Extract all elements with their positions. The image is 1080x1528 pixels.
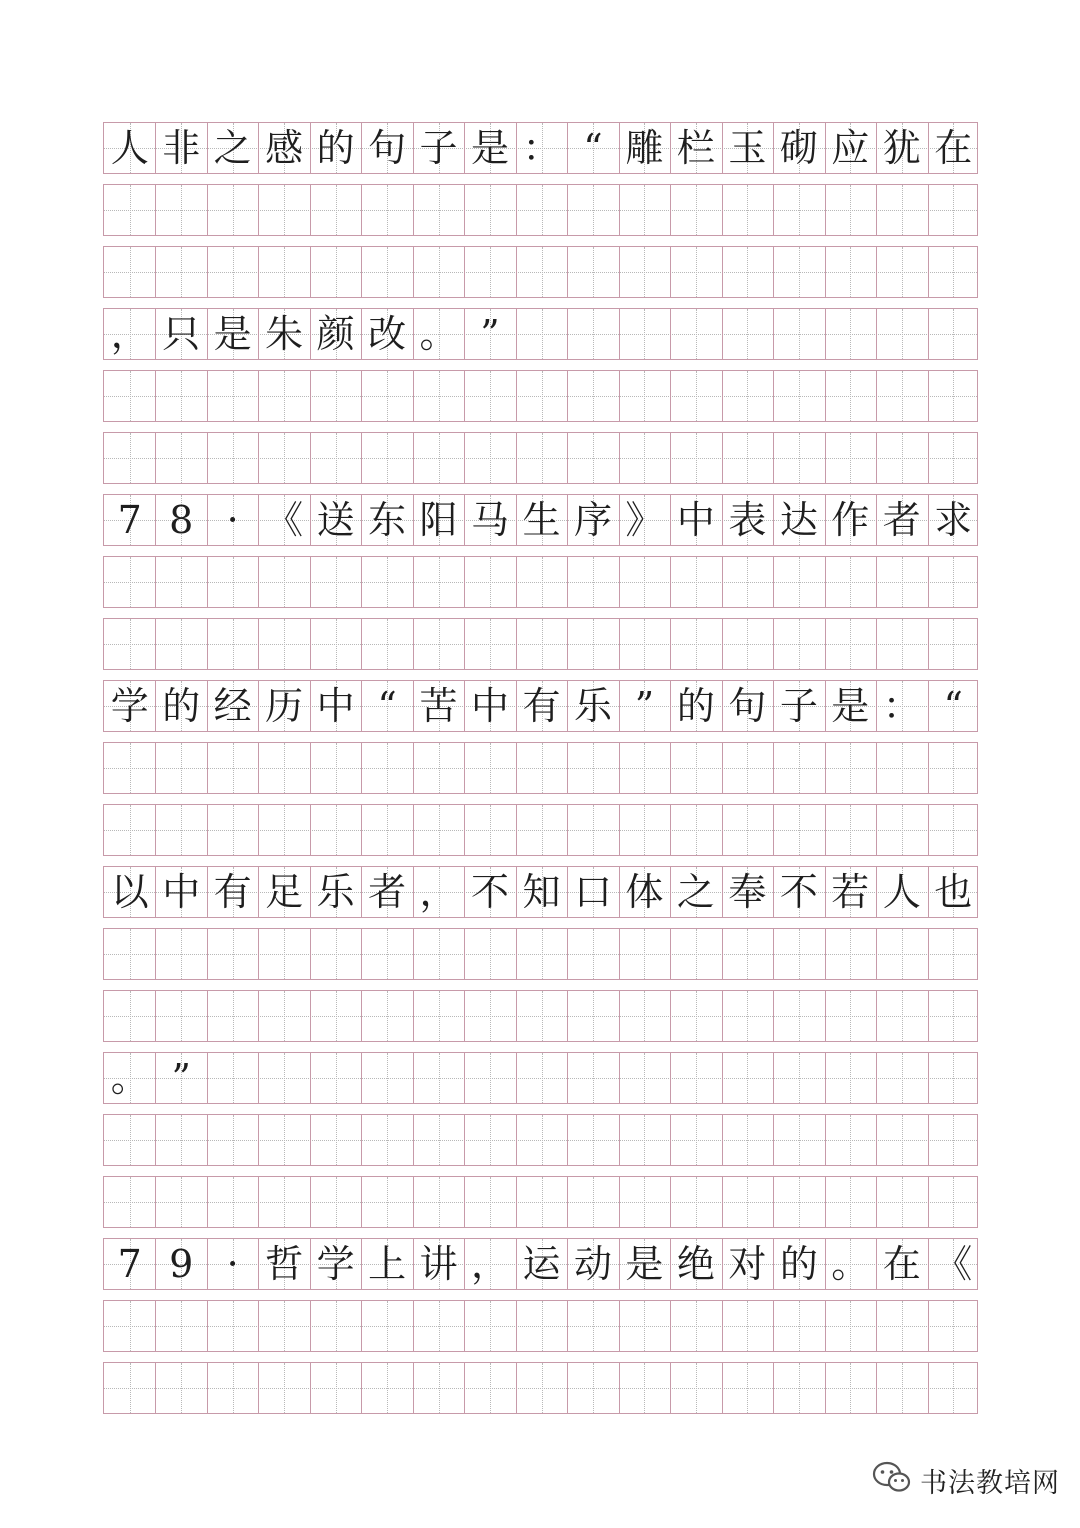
grid-character: 序 <box>573 498 612 542</box>
grid-character: 学 <box>110 684 149 728</box>
writing-row <box>103 308 978 360</box>
grid-character: 足 <box>265 870 304 914</box>
grid-character: “ <box>377 684 397 728</box>
blank-practice-row <box>103 928 978 980</box>
grid-character: 玉 <box>728 126 767 170</box>
grid-character: 是 <box>471 126 510 170</box>
grid-character: ， <box>110 312 149 356</box>
grid-character: 的 <box>316 126 355 170</box>
grid-character: 苦 <box>419 684 458 728</box>
blank-practice-row <box>103 1176 978 1228</box>
grid-character: ， <box>471 1242 510 1286</box>
grid-character: 生 <box>522 498 561 542</box>
grid-character: 作 <box>831 498 870 542</box>
grid-character: 表 <box>728 498 767 542</box>
grid-character: 9 <box>169 1242 194 1286</box>
writing-row <box>103 494 978 546</box>
grid-character: 运 <box>522 1242 561 1286</box>
grid-character: 。 <box>831 1242 870 1286</box>
grid-character: 7 <box>117 1242 142 1286</box>
grid-character: 在 <box>882 1242 921 1286</box>
grid-character: 《 <box>265 498 304 542</box>
blank-practice-row <box>103 556 978 608</box>
blank-practice-row <box>103 742 978 794</box>
grid-character: 东 <box>368 498 407 542</box>
grid-character: 中 <box>316 684 355 728</box>
grid-character: 讲 <box>419 1242 458 1286</box>
grid-character: 历 <box>265 684 304 728</box>
grid-character: 是 <box>625 1242 664 1286</box>
grid-character: ” <box>480 312 500 356</box>
grid-character: 中 <box>471 684 510 728</box>
grid-character: 是 <box>213 312 252 356</box>
grid-character: 乐 <box>316 870 355 914</box>
grid-character: ， <box>419 870 458 914</box>
grid-character: · <box>226 1242 239 1286</box>
grid-character: 中 <box>676 498 715 542</box>
grid-character: 栏 <box>676 126 715 170</box>
grid-character: 不 <box>471 870 510 914</box>
writing-row <box>103 680 978 732</box>
grid-character: 8 <box>169 498 194 542</box>
grid-character: 经 <box>213 684 252 728</box>
grid-character: 阳 <box>419 498 458 542</box>
grid-character: 知 <box>522 870 561 914</box>
blank-practice-row <box>103 1362 978 1414</box>
blank-practice-row <box>103 370 978 422</box>
writing-row <box>103 122 978 174</box>
grid-character: 求 <box>934 498 973 542</box>
blank-practice-row <box>103 1114 978 1166</box>
grid-character: 子 <box>779 684 818 728</box>
grid-character: 人 <box>882 870 921 914</box>
grid-character: 者 <box>882 498 921 542</box>
grid-character: 改 <box>368 312 407 356</box>
grid-character: 犹 <box>882 126 921 170</box>
grid-character: 句 <box>728 684 767 728</box>
blank-practice-row <box>103 990 978 1042</box>
grid-character: 的 <box>162 684 201 728</box>
grid-character: 句 <box>368 126 407 170</box>
grid-character: “ <box>943 684 963 728</box>
grid-character: 朱 <box>265 312 304 356</box>
grid-character: 学 <box>316 1242 355 1286</box>
grid-character: 在 <box>934 126 973 170</box>
grid-character: 的 <box>779 1242 818 1286</box>
writing-row <box>103 866 978 918</box>
blank-practice-row <box>103 184 978 236</box>
grid-character: · <box>226 498 239 542</box>
grid-character: “ <box>583 126 603 170</box>
grid-character: 。 <box>110 1056 149 1100</box>
grid-character: 达 <box>779 498 818 542</box>
grid-character: 体 <box>625 870 664 914</box>
grid-character: ” <box>171 1056 191 1100</box>
grid-character: 砌 <box>779 126 818 170</box>
grid-character: 感 <box>265 126 304 170</box>
grid-character: ： <box>522 126 561 170</box>
grid-character: 对 <box>728 1242 767 1286</box>
grid-character: 7 <box>117 498 142 542</box>
grid-character: 乐 <box>573 684 612 728</box>
watermark-text: 书法教培网 <box>920 1467 1060 1499</box>
grid-character: 人 <box>110 126 149 170</box>
wechat-icon <box>872 1461 912 1499</box>
writing-row <box>103 1052 978 1104</box>
grid-character: 有 <box>522 684 561 728</box>
grid-character: 应 <box>831 126 870 170</box>
grid-character: 哲 <box>265 1242 304 1286</box>
grid-character: 不 <box>779 870 818 914</box>
grid-character: 颜 <box>316 312 355 356</box>
grid-character: 有 <box>213 870 252 914</box>
grid-character: 之 <box>676 870 715 914</box>
blank-practice-row <box>103 804 978 856</box>
grid-character: 的 <box>676 684 715 728</box>
grid-character: 之 <box>213 126 252 170</box>
grid-character: 动 <box>573 1242 612 1286</box>
grid-character: 马 <box>471 498 510 542</box>
blank-practice-row <box>103 246 978 298</box>
grid-character: 》 <box>625 498 664 542</box>
grid-character: 也 <box>934 870 973 914</box>
grid-character: 是 <box>831 684 870 728</box>
grid-character: 只 <box>162 312 201 356</box>
grid-character: 雕 <box>625 126 664 170</box>
grid-character: 中 <box>162 870 201 914</box>
grid-character: 若 <box>831 870 870 914</box>
watermark <box>872 1460 1060 1500</box>
grid-character: 上 <box>368 1242 407 1286</box>
grid-character: 者 <box>368 870 407 914</box>
grid-character: 以 <box>110 870 149 914</box>
grid-character: 。 <box>419 312 458 356</box>
grid-character: 奉 <box>728 870 767 914</box>
grid-character: 子 <box>419 126 458 170</box>
grid-character: 非 <box>162 126 201 170</box>
grid-character: ” <box>634 684 655 728</box>
grid-character: 绝 <box>676 1242 715 1286</box>
grid-character: ： <box>882 684 921 728</box>
blank-practice-row <box>103 432 978 484</box>
grid-character: 《 <box>934 1242 973 1286</box>
grid-character: 送 <box>316 498 355 542</box>
blank-practice-row <box>103 618 978 670</box>
blank-practice-row <box>103 1300 978 1352</box>
writing-row <box>103 1238 978 1290</box>
grid-character: 口 <box>573 870 612 914</box>
